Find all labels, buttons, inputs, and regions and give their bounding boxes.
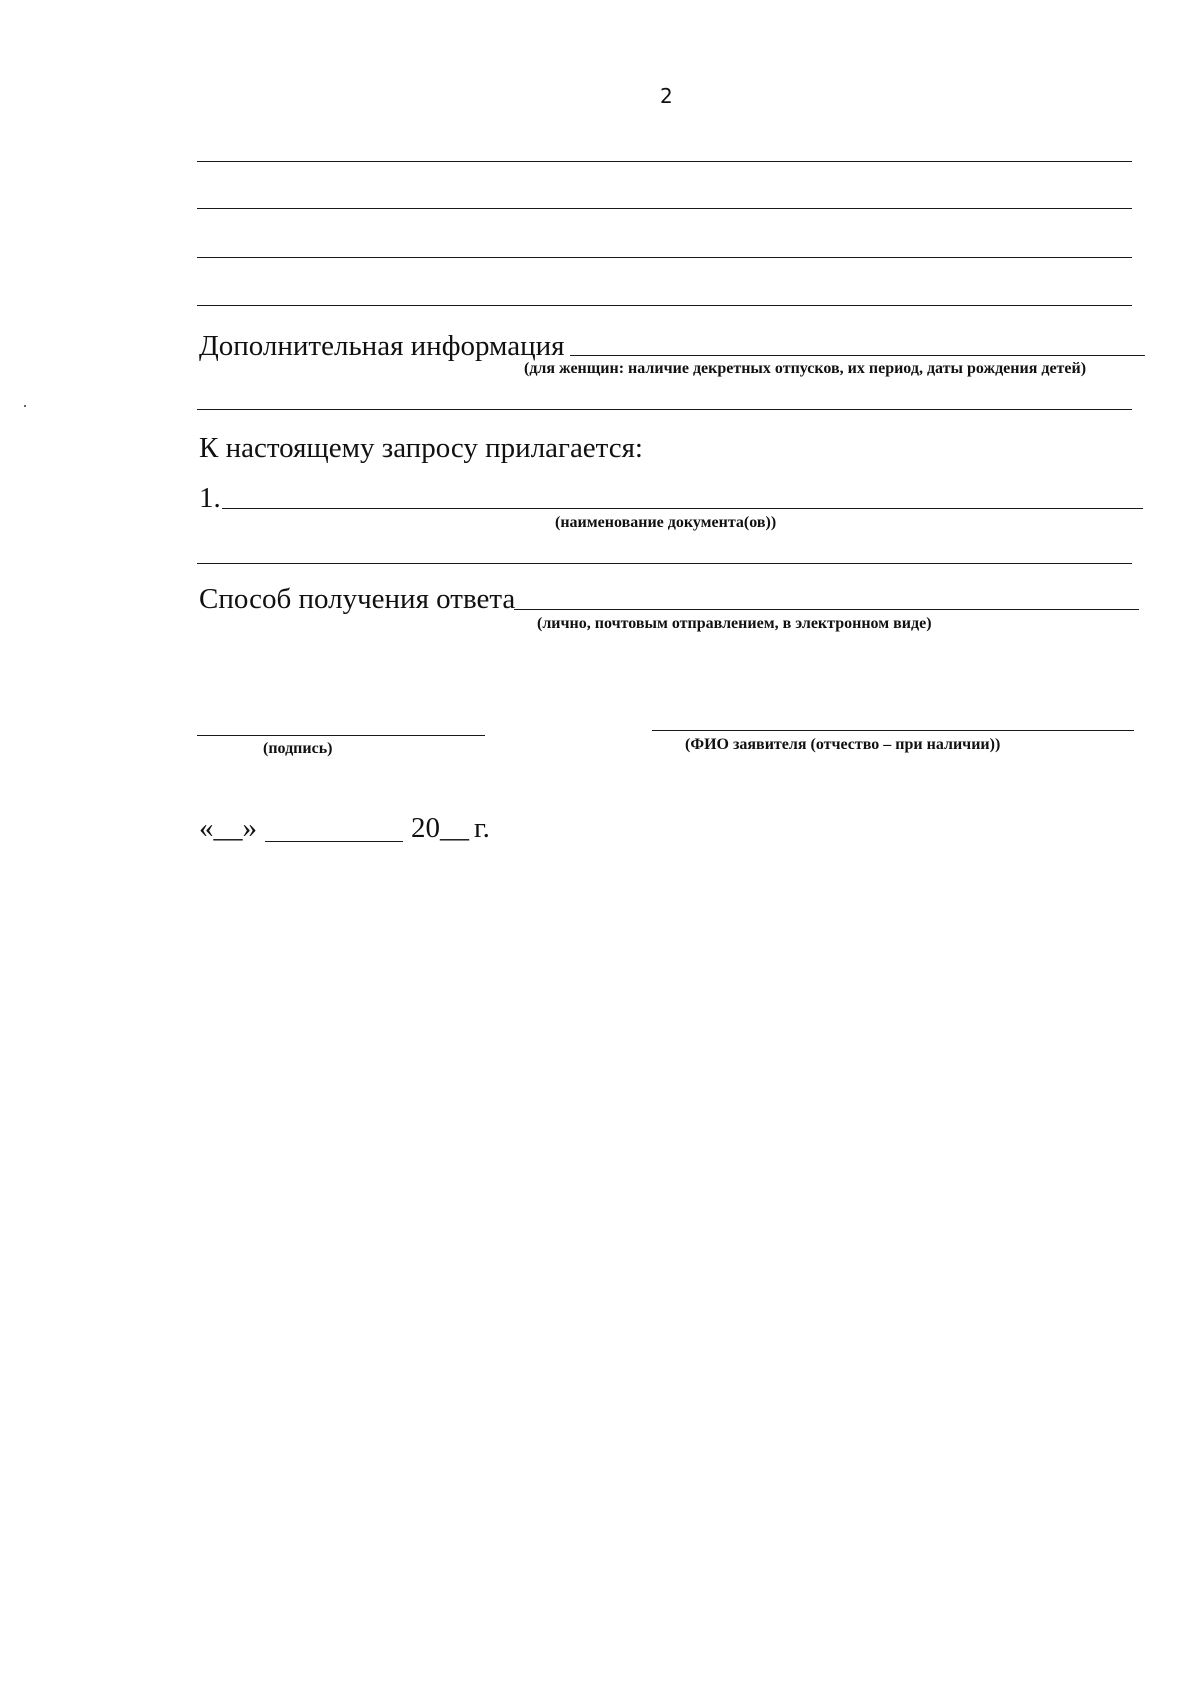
attachment-line-2[interactable] bbox=[197, 563, 1132, 564]
attachment-item-hint: (наименование документа(ов)) bbox=[555, 514, 777, 531]
response-method-label: Способ получения ответа bbox=[199, 583, 516, 615]
date-year-suffix: г. bbox=[474, 812, 490, 844]
blank-line[interactable] bbox=[197, 257, 1132, 258]
response-method-hint: (лично, почтовым отправлением, в электронном виде) bbox=[537, 615, 932, 632]
signature-field[interactable] bbox=[197, 735, 485, 736]
additional-info-line-2[interactable] bbox=[197, 409, 1132, 410]
additional-info-hint: (для женщин: наличие декретных отпусков, их период, даты рождения детей) bbox=[524, 360, 1087, 377]
date-day: «__» bbox=[199, 812, 257, 844]
date-month-field[interactable] bbox=[265, 841, 403, 842]
response-method-field[interactable] bbox=[514, 609, 1139, 610]
blank-line[interactable] bbox=[197, 305, 1132, 306]
blank-line[interactable] bbox=[197, 208, 1132, 209]
date-year: 20__ bbox=[411, 812, 469, 844]
page-number: 2 bbox=[660, 84, 673, 108]
additional-info-field[interactable] bbox=[570, 355, 1145, 356]
attachment-item-number: 1. bbox=[199, 482, 221, 514]
signature-hint: (подпись) bbox=[263, 740, 333, 757]
attachments-heading: К настоящему запросу прилагается: bbox=[199, 432, 643, 464]
attachment-item-field[interactable] bbox=[222, 508, 1143, 509]
applicant-name-field[interactable] bbox=[652, 730, 1134, 731]
blank-line[interactable] bbox=[197, 161, 1132, 162]
applicant-name-hint: (ФИО заявителя (отчество – при наличии)) bbox=[685, 736, 1001, 753]
additional-info-label: Дополнительная информация bbox=[199, 330, 565, 362]
scan-speck bbox=[24, 405, 26, 407]
